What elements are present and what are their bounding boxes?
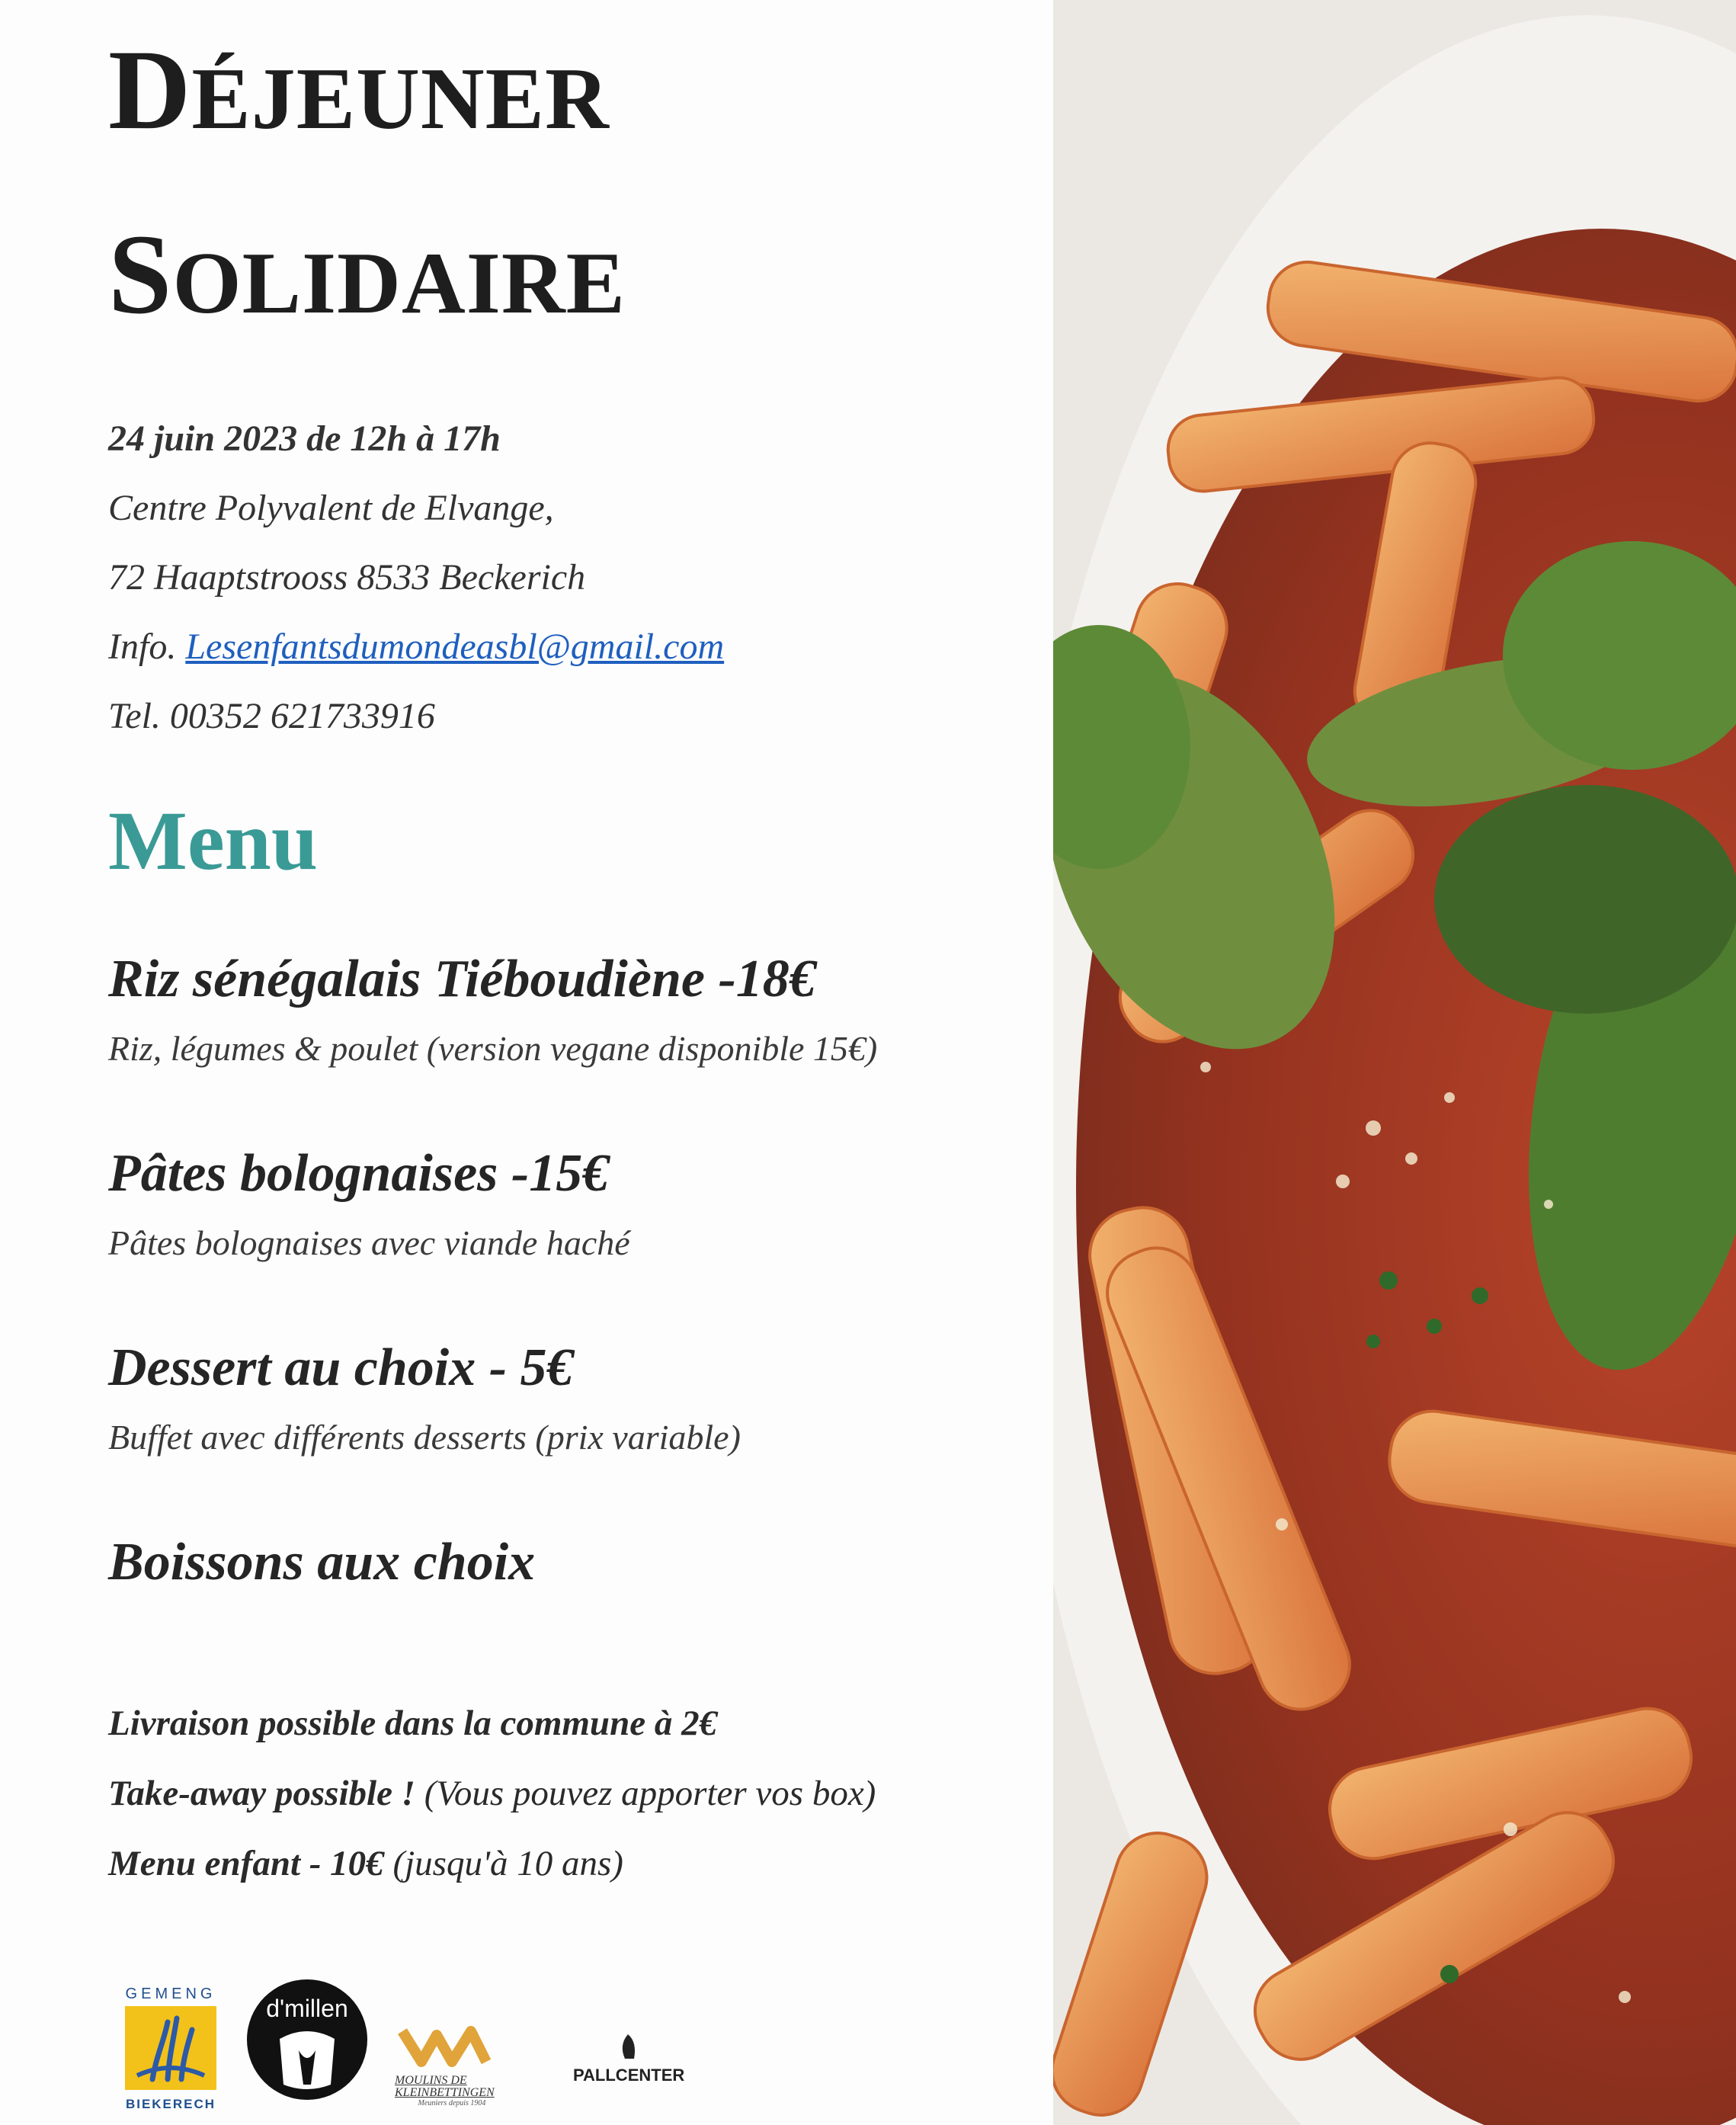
menu-item bbox=[108, 1143, 630, 1263]
pasta-bolognese-photo bbox=[1053, 0, 1736, 2125]
notes bbox=[108, 1688, 876, 1899]
takeaway-note: Take-away possible ! (Vous pouvez apporter vos box) bbox=[108, 1774, 876, 1813]
menu-item-desc: Pâtes bolognaises avec viande haché bbox=[108, 1223, 630, 1262]
kids-menu-note: Menu enfant - 10€ (jusqu'à 10 ans) bbox=[108, 1844, 623, 1883]
event-info-line: Info. Lesenfantsdumondeasbl@gmail.com bbox=[108, 627, 725, 667]
menu-item bbox=[108, 1532, 535, 1593]
menu-heading: Menu bbox=[108, 794, 318, 887]
menu-item-name: Pâtes bolognaises -15€ bbox=[108, 1144, 610, 1203]
dmillen-logo: d'millen bbox=[245, 1978, 369, 2101]
delivery-note: Livraison possible dans la commune à 2€ bbox=[108, 1704, 718, 1743]
pasta-plate-image bbox=[1053, 0, 1736, 2125]
gemeng-biekerech-logo: GEMENG BIEKERECH bbox=[122, 1986, 219, 2115]
menu-item-name: Riz sénégalais Tiéboudiène -18€ bbox=[108, 950, 816, 1008]
menu-item-name: Boissons aux choix bbox=[108, 1533, 536, 1591]
menu-item-desc: Riz, légumes & poulet (version vegane disponible 15€) bbox=[108, 1029, 878, 1068]
menu-item bbox=[108, 949, 877, 1069]
event-date: 24 juin 2023 de 12h à 17h bbox=[108, 418, 501, 459]
event-phone: Tel. 00352 621733916 bbox=[108, 696, 435, 736]
event-info bbox=[108, 404, 724, 751]
title-line-2: SOLIDAIRE bbox=[108, 211, 626, 338]
event-title bbox=[108, 15, 626, 384]
menu-item-desc: Buffet avec différents desserts (prix variable) bbox=[108, 1418, 741, 1457]
menu-item-name: Dessert au choix - 5€ bbox=[108, 1338, 574, 1397]
pallcenter-logo: PALLCENTER bbox=[573, 2031, 695, 2092]
title-line-1: DÉJEUNER bbox=[108, 27, 610, 153]
event-address: 72 Haaptstrooss 8533 Beckerich bbox=[108, 557, 586, 598]
email-link[interactable]: Lesenfantsdumondeasbl@gmail.com bbox=[185, 627, 725, 667]
event-venue: Centre Polyvalent de Elvange, bbox=[108, 488, 554, 528]
pallcenter-leaf-icon bbox=[573, 2031, 695, 2062]
sponsor-logos bbox=[122, 1978, 716, 2115]
gemeng-emblem-icon bbox=[122, 2003, 219, 2093]
menu-item bbox=[108, 1338, 741, 1457]
moulins-kleinbettingen-logo: MOULINS DE KLEINBETTINGEN Meuniers depuis 1904 bbox=[395, 2024, 509, 2115]
moulins-mk-icon bbox=[395, 2024, 509, 2071]
